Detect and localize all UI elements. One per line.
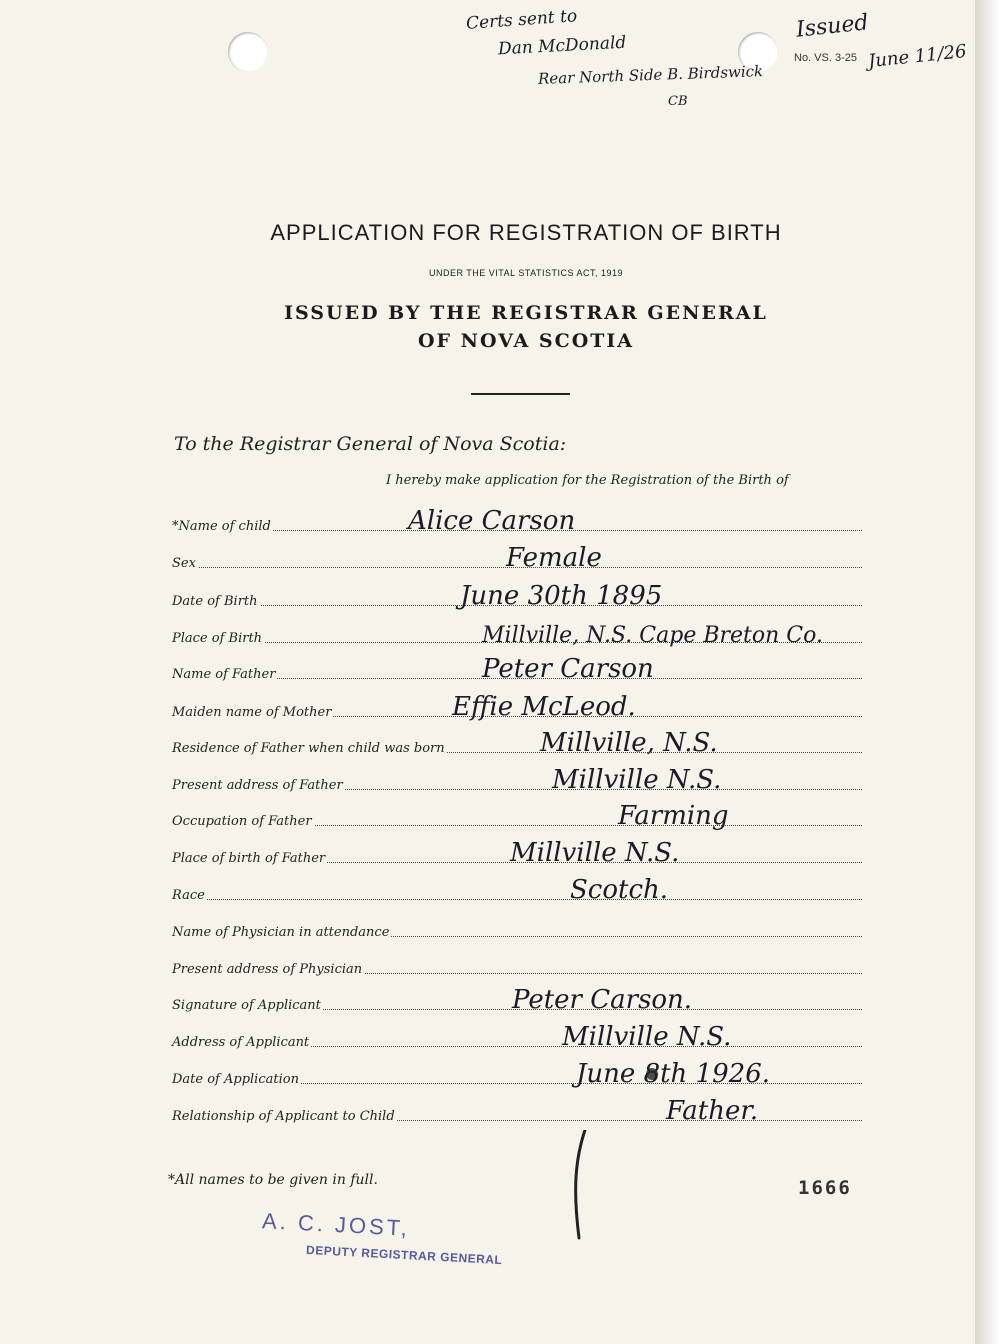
annotation-recipient-name: Dan McDonald [497,32,627,60]
field-race [172,875,862,905]
act-subtitle: UNDER THE VITAL STATISTICS ACT, 1919 [428,268,624,278]
footnote: *All names to be given in full. [168,1172,378,1188]
annotation-issued: Issued [794,10,870,43]
field-value: Millville N.S. [552,765,722,795]
annotation-cb: CB [668,94,688,109]
field-place-of-birth [172,623,862,648]
page-title: APPLICATION FOR REGISTRATION OF BIRTH [270,220,782,245]
field-label: Date of Birth [172,594,258,609]
field-value: Peter Carson [482,654,654,684]
form-number: No. VS. 3-25 [794,52,857,64]
annotation-issued-date: June 11/26 [867,40,968,73]
field-sex [172,543,862,573]
field-address-of-applicant [172,1022,862,1052]
field-name-of-father [172,654,862,684]
page-edge-background [975,0,999,1344]
field-label: Address of Applicant [172,1035,310,1050]
field-date-of-application [172,1059,862,1089]
field-label: Place of birth of Father [172,851,326,866]
annotation-certs-sent: Certs sent to [465,6,578,34]
field-maiden-name-of-mother [172,692,862,722]
field-label: Race [172,888,205,903]
title-divider [471,393,570,395]
stamp-name: A. C. JOST, [261,1208,411,1241]
field-label: Present address of Physician [172,962,363,977]
field-present-address-of-physician [172,957,862,977]
dotted-line [172,899,862,900]
field-value: Millville, N.S. [540,728,718,758]
field-value: Millville, N.S. Cape Breton Co. [482,623,823,648]
field-value: Father. [666,1096,759,1126]
field-label: Residence of Father when child was born [172,741,445,756]
annotation-recipient-address: Rear North Side B. Birdswick [537,62,764,88]
field-label: Sex [172,556,196,571]
field-value: Scotch. [570,875,669,905]
pen-stroke-mark [565,1130,595,1240]
field-name-of-physician [172,920,862,940]
field-place-of-birth-of-father [172,838,862,868]
punch-hole-left [228,32,268,72]
field-label: Place of Birth [172,631,263,646]
field-label: Relationship of Applicant to Child [172,1109,395,1124]
intro-text: I hereby make application for the Registration of the Birth of [386,473,789,488]
document-number: 1666 [798,1177,852,1199]
salutation: To the Registrar General of Nova Scotia: [174,433,567,455]
issuer-line-2: OF NOVA SCOTIA [417,330,635,352]
field-label: Occupation of Father [172,814,312,829]
stamp-title: DEPUTY REGISTRAR GENERAL [305,1242,503,1268]
field-label: Name of Physician in attendance [172,925,390,940]
field-label: Present address of Father [172,778,343,793]
field-name-of-child [172,506,862,536]
field-value: Peter Carson. [512,985,693,1015]
field-value: Alice Carson [408,506,576,536]
field-signature-of-applicant [172,985,862,1015]
field-value: Effie McLeod. [452,692,636,722]
field-residence-of-father [172,728,862,758]
field-label: Name of Father [172,667,276,682]
field-value: Millville N.S. [510,838,680,868]
field-value: Millville N.S. [562,1022,732,1052]
field-label: *Name of child [172,519,271,534]
field-occupation-of-father [172,801,862,831]
field-present-address-of-father [172,765,862,795]
issuer-line-1: ISSUED BY THE REGISTRAR GENERAL [284,302,768,324]
field-value: Female [506,543,602,573]
field-value: June 30th 1895 [460,581,663,611]
field-label: Signature of Applicant [172,998,321,1013]
field-value: June 8th 1926. [576,1059,770,1089]
field-relationship-to-child [172,1096,862,1126]
field-label: Maiden name of Mother [172,705,332,720]
field-date-of-birth [172,581,862,611]
field-label: Date of Application [172,1072,299,1087]
field-value: Farming [618,801,729,831]
